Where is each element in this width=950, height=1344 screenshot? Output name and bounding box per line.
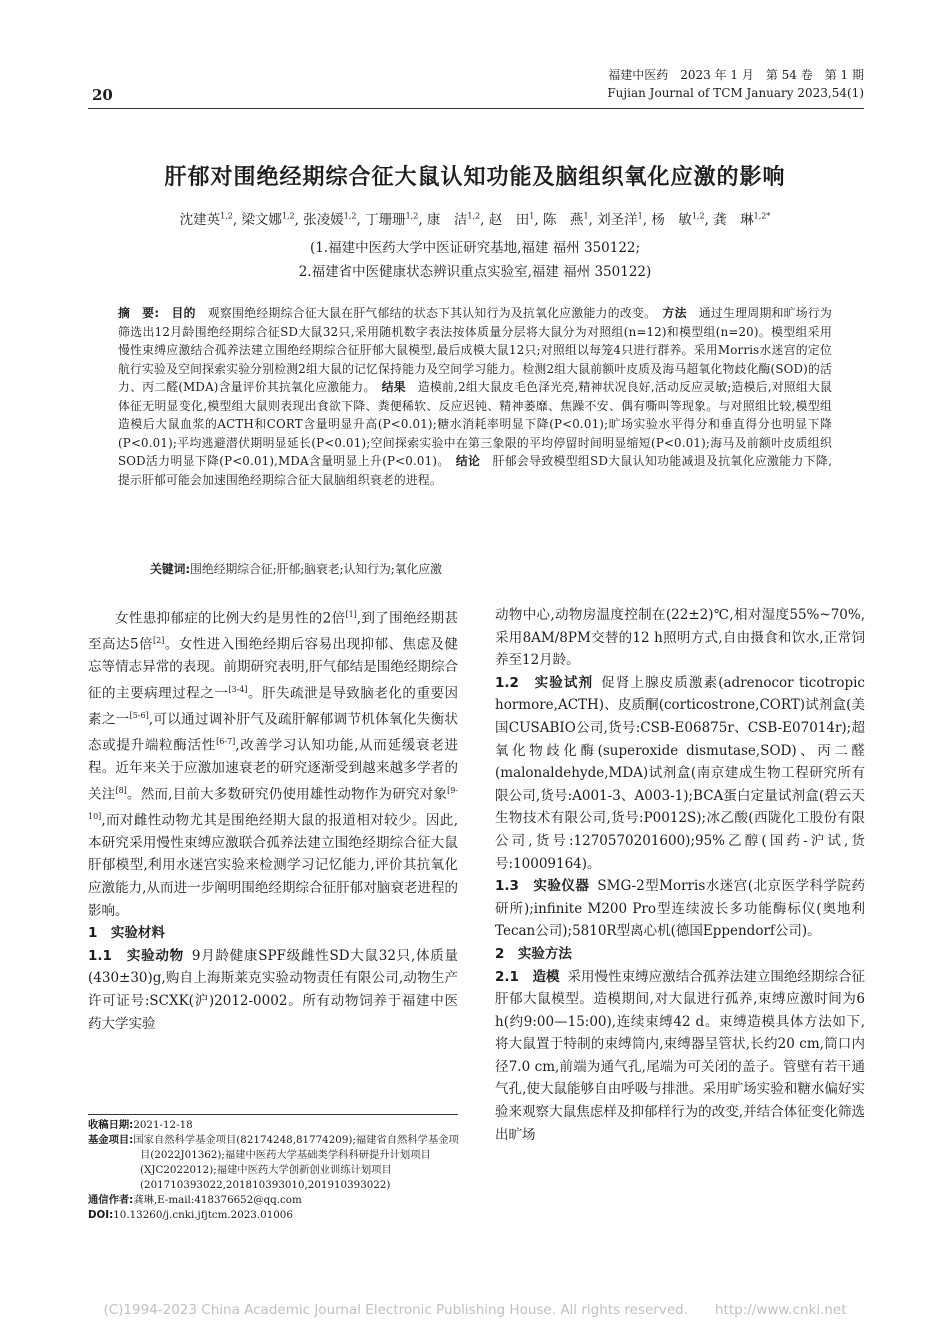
subsection-heading-2-1: 2.1 造模 xyxy=(495,968,560,985)
author: 张凌媛$^{1,2}$, xyxy=(303,211,361,228)
corresponding-author: 通信作者:龚琳,E-mail:418376652@qq.com xyxy=(88,1194,302,1206)
conclusion-label: 结论 xyxy=(455,454,481,468)
intro-paragraph: 女性患抑郁症的比例大约是男性的2倍[1],到了围绝经期甚至高达5倍[2]。女性进入围绝经期后容易出现抑郁、焦虑及健忘等情志异常的表现。前期研究表明,肝气郁结是围绝经期综合征的主要病理过程之一[3-4]。肝失疏泄是导致脑老化的重要因素之一[5-6],可以通过调补肝气及疏肝解郁调节机体氧化失衡状态或提升端粒酶活性[6-7],改善学习认知功能,从而延缓衰老进程。近年来关于应激加速衰老的研究逐渐受到越来越多学者的关注[8]。然而,目前大多数研究仍使用雄性动物作为研究对象[9-10],而对雌性动物尤其是围绝经期大鼠的报道相对较少。因此,本研究采用慢性束缚应激联合孤养法建立围绝经期综合征大鼠肝郁模型,利用水迷宫实验来检测学习记忆能力,评价其抗氧化应激能力,从而进一步阐明围绝经期综合征肝郁对脑衰老进程的影响。 xyxy=(88,610,459,919)
author: 梁文娜$^{1,2}$, xyxy=(241,211,299,228)
journal-header-cn: 福建中医药 2023 年 1 月 第 54 卷 第 1 期 xyxy=(608,68,864,82)
author: 龚 琳$^{1,2*}$ xyxy=(713,211,771,228)
author: 沈建英$^{1,2}$, xyxy=(179,211,238,228)
citation: [6-7] xyxy=(216,736,236,746)
author: 康 洁$^{1,2}$, xyxy=(426,211,485,228)
author: 刘圣洋$^1$, xyxy=(597,211,648,228)
citation: [9-10] xyxy=(88,785,459,821)
author: 杨 敏$^{1,2}$, xyxy=(651,211,709,228)
subsection-heading-1-1: 1.1 实验动物 xyxy=(88,947,184,964)
copyright-watermark: (C)1994-2023 China Academic Journal Electronic Publishing House. All rights reserved. http://www.cnki.net xyxy=(103,1302,847,1318)
affiliation-1: (1.福建中医药大学中医证研究基地,福建 福州 350122; xyxy=(309,240,641,256)
section-heading-2: 2 实验方法 xyxy=(495,945,572,962)
left-column: 女性患抑郁症的比例大约是男性的2倍[1],到了围绝经期甚至高达5倍[2]。女性进入围绝经期后容易出现抑郁、焦虑及健忘等情志异常的表现。前期研究表明,肝气郁结是围绝经期综合征的主要病理过程之一[3-4]。肝失疏泄是导致脑老化的重要因素之一[5-6],可以通过调补肝气及疏肝解郁调节机体氧化失衡状态或提升端粒酶活性[6-7],改善学习认知功能,从而延缓衰老进程。近年来关于应激加速衰老的研究逐渐受到越来越多学者的关注[8]。然而,目前大多数研究仍使用雄性动物作为研究对象[9-10],而对雌性动物尤其是围绝经期大鼠的报道相对较少。因此,本研究采用慢性束缚应激联合孤养法建立围绝经期综合征大鼠肝郁模型,利用水迷宫实验来检测学习记忆能力,评价其抗氧化应激能力,从而进一步阐明围绝经期综合征肝郁对脑衰老进程的影响。 1 实验材料 1.1 实验动物 9月龄健康SPF级雌性SD大鼠32只,体质量(430±30)g,购自上海斯莱克实验动物责任有限公司,动物生产许可证号:SCXK(沪)2012-0002。所有动物饲养于福建中医药大学实验 xyxy=(88,604,458,1035)
paragraph-1-1-cont: 动物中心,动物房温度控制在(22±2)℃,相对湿度55%~70%,采用8AM/8PM交替的12 h照明方式,自由摄食和饮水,正常饲养至12月龄。 xyxy=(495,607,865,669)
author: 丁珊珊$^{1,2}$, xyxy=(365,211,423,228)
journal-header-en: Fujian Journal of TCM January 2023,54(1) xyxy=(607,86,864,100)
keywords xyxy=(150,560,850,577)
methods-text: 通过生理周期和旷场行为筛选出12月龄围绝经期综合征SD大鼠32只,采用随机数字表法按体质量分层将大鼠分为对照组(n=12)和模型组(n=20)。模型组采用慢性束缚应激结合孤养法建立围绝经期综合征肝郁大鼠模型,最后成模大鼠12只;对照组以每笼4只进行群养。采用Morris水迷宫的定位航行实验及空间探索实验分别检测2组大鼠的记忆保持能力及空间学习能力。检测2组大鼠前额叶皮质及海马超氧化物歧化酶(SOD)的活力、丙二醛(MDA)含量评价其抗氧化应激能力。 xyxy=(118,306,833,394)
abstract xyxy=(118,304,832,489)
article-title: 肝郁对围绝经期综合征大鼠认知功能及脑组织氧化应激的影响 xyxy=(164,165,786,190)
fund-info: 基金项目:国家自然科学基金项目(82174248,81774209);福建省自然科学基金项目(2022J01362);福建中医药大学基础类学科科研提升计划项目(XJC2022012);福建中医药大学创新创业训练计划项目(201710393022,201810393010,201910393022) xyxy=(88,1134,459,1191)
author: 陈 燕$^1$, xyxy=(542,211,593,228)
right-column: 动物中心,动物房温度控制在(22±2)℃,相对湿度55%~70%,采用8AM/8PM交替的12 h照明方式,自由摄食和饮水,正常饲养至12月龄。 1.2 实验试剂 促肾上腺皮质激素(adrenocor ticotropic hormore,ACTH)、皮质酮(corticostrone,CORT)试剂盒(美国CUSABIO公司,货号:CSB-E06875r、CSB-E07014r);超氧化物歧化酶(superoxide dismutase,SOD)、丙二醛(malonaldehyde,MDA)试剂盒(南京建成生物工程研究所有限公司,货号:A001-3、A003-1);BCA蛋白定量试剂盒(碧云天生物技术有限公司,货号:P0012S);冰乙酸(西陇化工股份有限公司,货号:1270570201600);95%乙醇(国药-沪试,货号:10009164)。 1.3 实验仪器 SMG-2型Morris水迷宫(北京医学科学院药研所);infinite M200 Pro型连续波长多功能酶标仪(奥地利Tecan公司);5810R型离心机(德国Eppendorf公司)。 2 实验方法 2.1 造模 采用慢性束缚应激结合孤养法建立围绝经期综合征肝郁大鼠模型。造模期间,对大鼠进行孤养,束缚应激时间为6 h(约9:00—15:00),连续束缚42 d。束缚造模具体方法如下,将大鼠置于特制的束缚筒内,束缚器呈管状,长约20 cm,筒口内径7.0 cm,前端为通气孔,尾端为可关闭的盖子。管壁有若干通气孔,使大鼠能够自由呼吸与排泄。采用旷场实验和糖水偏好实验来观察大鼠焦虑样及抑郁样行为的改变,并结合体征变化筛选出旷场 xyxy=(495,604,865,1146)
subsection-heading-1-3: 1.3 实验仪器 xyxy=(495,878,590,895)
author: 赵 田$^1$, xyxy=(488,211,539,228)
methods-label: 方法 xyxy=(662,306,687,320)
conclusion-text: 肝郁会导致模型组SD大鼠认知功能减退及抗氧化应激能力下降,提示肝郁可能会加速围绝经期综合征大鼠脑组织衰老的进程。 xyxy=(118,454,833,487)
citation: [3-4] xyxy=(228,684,248,694)
objective-text: 观察围绝经期综合征大鼠在肝气郁结的状态下其认知行为及抗氧化应激能力的改变。 xyxy=(207,306,651,320)
keywords-label: 关键词: xyxy=(150,562,191,576)
footnote-rule xyxy=(88,1114,458,1115)
footnote xyxy=(88,1118,460,1223)
subsection-heading-1-2: 1.2 实验试剂 xyxy=(495,674,594,691)
results-text: 造模前,2组大鼠皮毛色泽光亮,精神状况良好,活动反应灵敏;造模后,对照组大鼠体征无明显变化,模型组大鼠则表现出食欲下降、粪便稀软、反应迟钝、精神萎靡、焦躁不安、偶有嘶叫等现象。与对照组比较,模型组造模后大鼠血浆的ACTH和CORT含量明显升高(P<0.01);糖水消耗率明显下降(P<0.01);旷场实验水平得分和垂直得分也明显下降(P<0.01);平均逃避潜伏期明显延长(P<0.01);空间探索实验中在第三象限的平均停留时间明显缩短(P<0.01);海马及前额叶皮质组织SOD活力明显下降(P<0.01),MDA含量明显上升(P<0.01)。 xyxy=(118,380,833,468)
affiliation-2: 2.福建省中医健康状态辨识重点实验室,福建 福州 350122) xyxy=(298,264,652,280)
citation: [8] xyxy=(115,785,127,795)
doi: DOI:10.13260/j.cnki.jfjtcm.2023.01006 xyxy=(88,1209,293,1221)
keywords-text: 围绝经期综合征;肝郁;脑衰老;认知行为;氧化应激 xyxy=(190,562,442,576)
section-heading-1: 1 实验材料 xyxy=(88,925,165,942)
citation: [1] xyxy=(345,610,357,619)
header-rule xyxy=(88,108,864,109)
results-label: 结果 xyxy=(381,380,406,394)
citation: [2] xyxy=(153,636,165,646)
objective-label: 目的 xyxy=(171,306,196,320)
page-number: 20 xyxy=(92,86,113,104)
abstract-label: 摘 要: xyxy=(118,306,160,320)
received-date: 收稿日期:2021-12-18 xyxy=(88,1119,193,1131)
author-list xyxy=(60,208,890,228)
citation: [5-6] xyxy=(129,710,149,720)
